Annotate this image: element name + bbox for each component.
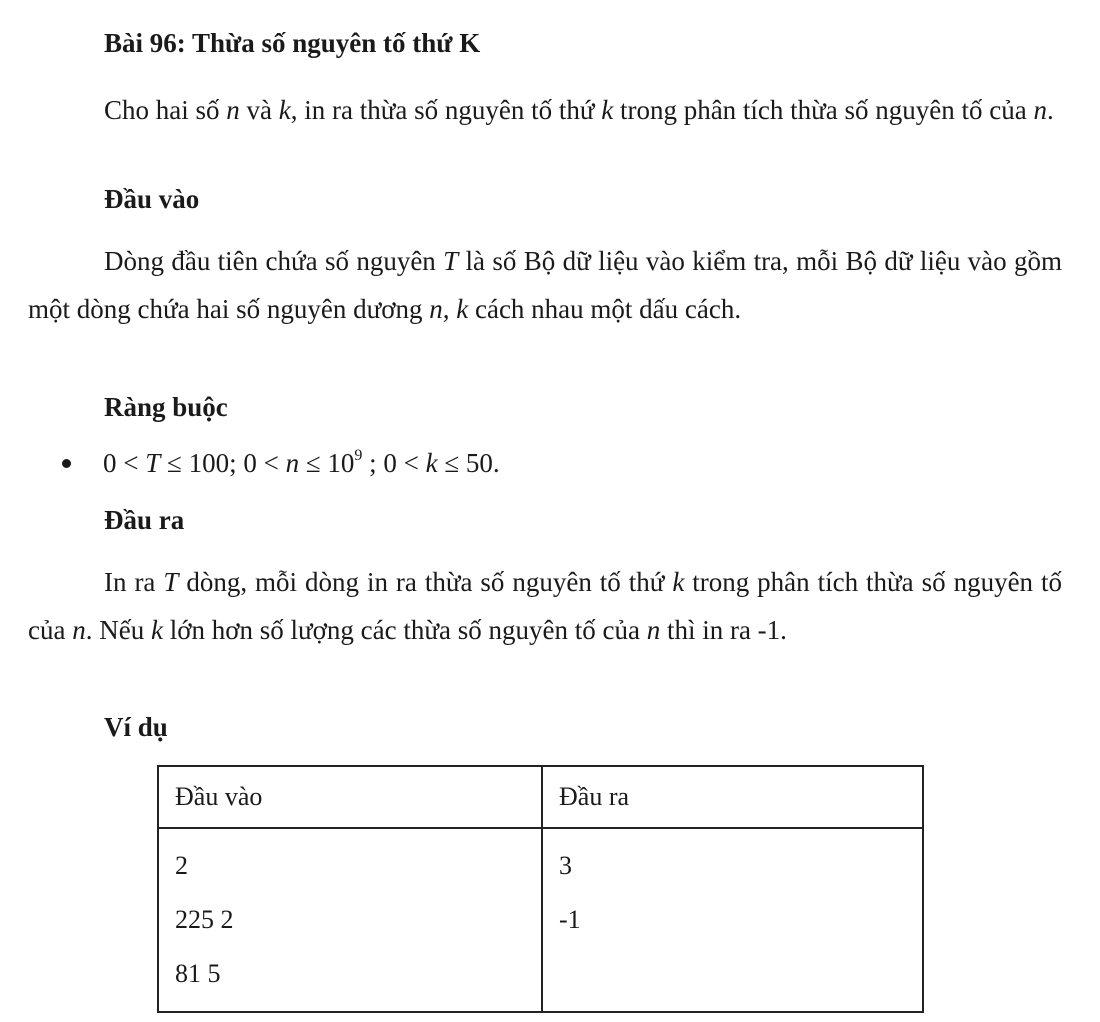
constraint-text (103, 448, 500, 479)
output-cell (542, 828, 923, 1012)
constraints-heading: Ràng buộc (104, 392, 228, 422)
input-line: 225 2 (175, 905, 234, 934)
example-heading: Ví dụ (104, 712, 168, 742)
constraint-exponent: 9 (354, 447, 363, 464)
output-var: k (672, 567, 685, 597)
output-line: -1 (559, 905, 581, 934)
problem-title: Bài 96: Thừa số nguyên tố thứ K (104, 28, 481, 58)
output-var: n (72, 615, 86, 645)
input-line: 81 5 (175, 959, 221, 988)
constraint-var: k (425, 448, 438, 478)
constraint-var: n (285, 448, 300, 478)
output-text: dòng, mỗi dòng in ra thừa số nguyên tố thứ (178, 567, 673, 597)
constraint-part: ; 0 < (362, 448, 426, 478)
table-header-row (158, 766, 923, 828)
statement-text: Cho hai số (104, 95, 227, 125)
input-heading: Đầu vào (104, 184, 200, 214)
input-line: 2 (175, 851, 188, 880)
constraint-part: ≤ 50. (437, 448, 500, 478)
problem-statement (28, 86, 1062, 134)
constraint-part: ≤ 10 (299, 448, 355, 478)
output-text: thì in ra -1. (660, 615, 787, 645)
output-heading: Đầu ra (104, 505, 185, 535)
table-row (158, 828, 923, 1012)
input-cell (158, 828, 542, 1012)
input-text: cách nhau một dấu cách. (468, 294, 742, 324)
output-var: T (163, 567, 179, 597)
constraint-item (62, 448, 500, 479)
output-description (28, 558, 1062, 654)
statement-var: k (278, 95, 291, 125)
example-table (157, 765, 924, 1013)
bullet-icon (62, 459, 71, 468)
input-var: T (443, 246, 459, 276)
constraint-part: 0 < (103, 448, 146, 478)
output-text: lớn hơn số lượng các thừa số nguyên tố của (162, 615, 647, 645)
statement-var: k (601, 95, 614, 125)
statement-text: , in ra thừa số nguyên tố thứ (290, 95, 602, 125)
output-line: 3 (559, 851, 572, 880)
header-output: Đầu ra (542, 766, 923, 828)
input-description (28, 237, 1062, 333)
constraint-var: T (145, 448, 161, 478)
input-text: là số Bộ dữ liệu vào kiểm tra, mỗi Bộ dữ liệu vào gồm một dòng chứa hai số nguyên dương (28, 246, 1063, 324)
input-var: n, k (429, 294, 469, 324)
statement-text: và (239, 95, 279, 125)
statement-var: n (1033, 95, 1047, 125)
header-input: Đầu vào (158, 766, 542, 828)
output-text: . Nếu (85, 615, 151, 645)
output-var: k (150, 615, 163, 645)
statement-var: n (226, 95, 240, 125)
statement-text: trong phân tích thừa số nguyên tố của (613, 95, 1034, 125)
output-var: n (646, 615, 661, 645)
output-text: trong phân tích thừa số nguyên tố của (28, 567, 1063, 645)
input-text: Dòng đầu tiên chứa số nguyên (104, 246, 444, 276)
statement-text: . (1047, 95, 1054, 125)
constraint-part: ≤ 100; 0 < (160, 448, 286, 478)
output-text: In ra (104, 567, 164, 597)
